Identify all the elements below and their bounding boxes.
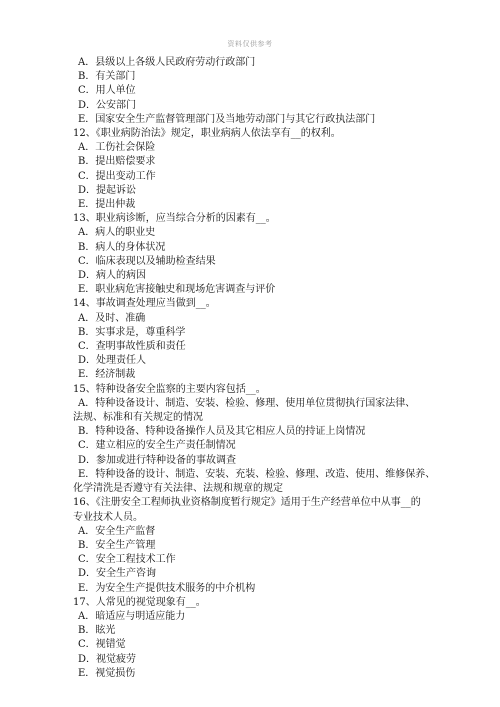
option-label: C． <box>78 341 96 353</box>
option-label: B． <box>78 426 96 438</box>
question-line <box>73 297 428 311</box>
option-text: 病人的身体状况 <box>95 241 166 253</box>
option-text: 视觉损伤 <box>95 667 136 679</box>
option-label: D． <box>78 568 97 580</box>
option-label: D． <box>78 355 97 367</box>
option-label: A． <box>78 312 96 324</box>
option-label: E． <box>78 667 96 679</box>
option-text: 安全生产管理 <box>95 539 156 551</box>
option-line <box>78 340 428 354</box>
question-text: 专业技术人员。 <box>73 511 143 523</box>
option-label: A． <box>78 57 96 68</box>
option-text: 提起诉讼 <box>96 184 137 196</box>
option-text: 国家安全生产监督管理部门及当地劳动部门与其它行政执法部门 <box>95 113 376 125</box>
option-text: 实事求是，尊重科学 <box>95 326 186 338</box>
option-label: A． <box>78 142 96 154</box>
question-line <box>73 212 428 226</box>
option-line <box>78 653 428 667</box>
option-text: 提出变动工作 <box>95 170 156 182</box>
option-label: B． <box>78 71 96 83</box>
option-line <box>78 170 428 184</box>
option-line <box>78 255 428 269</box>
option-line <box>78 553 428 567</box>
option-text: 为安全生产提供技术服务的中介机构 <box>95 582 256 594</box>
option-line <box>78 84 428 98</box>
question-list <box>73 56 436 681</box>
question-text: 14、事故调查处理应当做到__。 <box>73 298 216 310</box>
option-line <box>78 326 428 340</box>
option-label: E． <box>78 369 96 381</box>
option-text: 职业病危害接触史和现场危害调查与评价 <box>95 284 276 296</box>
question-line <box>73 596 428 610</box>
option-label: C． <box>78 170 96 182</box>
option-label: C． <box>78 440 96 452</box>
option-line <box>78 241 428 255</box>
option-text: 病人的职业史 <box>95 227 156 239</box>
option-text: 及时、准确 <box>95 312 146 324</box>
option-text: 建立相应的安全生产责任制情况 <box>95 440 236 452</box>
question-text: 17、人常见的视觉现象有__。 <box>73 596 206 608</box>
option-text: 经济制裁 <box>95 369 136 381</box>
option-label: D． <box>78 270 97 282</box>
option-text: 病人的病因 <box>96 270 147 282</box>
option-line <box>78 468 436 482</box>
option-label: C． <box>78 85 96 97</box>
option-line <box>78 155 428 169</box>
question-line <box>73 496 428 510</box>
question-text: 12、《职业病防治法》规定，职业病病人依法享有__的权利。 <box>73 128 341 140</box>
option-label: A． <box>78 610 96 622</box>
option-line <box>78 425 428 439</box>
question-line <box>73 127 428 141</box>
option-label: E． <box>78 113 96 125</box>
option-text: 临床表现以及辅助检查结果 <box>95 255 216 267</box>
question-line <box>73 411 428 425</box>
option-text: 暗适应与明适应能力 <box>95 610 186 622</box>
option-label: A． <box>78 525 96 537</box>
option-label: B． <box>78 539 96 551</box>
option-text: 眩光 <box>95 625 116 637</box>
option-text: 安全生产咨询 <box>96 568 157 580</box>
option-label: E． <box>78 284 96 296</box>
page-header: 资料仅供参考 <box>227 40 273 48</box>
option-line <box>78 454 428 468</box>
option-label: B． <box>78 326 96 338</box>
option-text: 工伤社会保险 <box>95 142 156 154</box>
option-line <box>78 582 428 596</box>
option-line <box>78 99 428 113</box>
option-text: 特种设备的设计、制造、安装、充装、检验、修理、改造、使用、维修保养、 <box>95 468 436 480</box>
option-label: D． <box>78 653 97 665</box>
option-text: 安全工程技术工作 <box>95 554 176 566</box>
option-label: D． <box>78 184 97 196</box>
option-label: C． <box>78 639 96 651</box>
option-label: D． <box>78 99 97 111</box>
option-line <box>78 354 428 368</box>
option-text: 视觉疲劳 <box>96 653 137 665</box>
option-label: A． <box>78 397 96 409</box>
option-line <box>78 439 428 453</box>
option-label: C． <box>78 255 96 267</box>
question-line <box>73 511 428 525</box>
option-line <box>78 56 428 70</box>
option-line <box>78 624 428 638</box>
option-label: E． <box>78 199 96 211</box>
option-label: B． <box>78 156 96 168</box>
question-line <box>73 482 428 496</box>
option-line <box>78 312 428 326</box>
option-line <box>78 610 428 624</box>
option-label: D． <box>78 454 97 466</box>
option-text: 查明事故性质和责任 <box>95 341 186 353</box>
option-text: 处理责任人 <box>96 355 147 367</box>
option-text: 县级以上各级人民政府劳动行政部门 <box>95 57 256 68</box>
question-text: 化学清洗是否遵守有关法律、法规和规章的规定 <box>73 483 283 495</box>
option-line <box>78 141 428 155</box>
option-line <box>78 667 428 681</box>
option-text: 公安部门 <box>96 99 137 111</box>
question-text: 16、《注册安全工程师执业资格制度暂行规定》适用于生产经营单位中从事__的 <box>73 497 421 509</box>
option-text: 提出赔偿要求 <box>95 156 156 168</box>
option-text: 特种设备、特种设备操作人员及其它相应人员的持证上岗情况 <box>95 426 366 438</box>
option-line <box>78 269 428 283</box>
option-label: E． <box>78 468 96 480</box>
option-line <box>78 283 428 297</box>
option-text: 特种设备设计、制造、安装、检验、修理、使用单位贯彻执行国家法律、 <box>95 397 416 409</box>
option-line <box>78 226 428 240</box>
question-text: 13、职业病诊断，应当综合分析的因素有__。 <box>73 213 276 225</box>
option-label: B． <box>78 625 96 637</box>
option-line <box>78 368 428 382</box>
option-label: C． <box>78 554 96 566</box>
option-line <box>78 525 428 539</box>
option-text: 提出仲裁 <box>95 199 136 211</box>
option-text: 参加或进行特种设备的事故调查 <box>96 454 237 466</box>
option-text: 安全生产监督 <box>95 525 156 537</box>
option-line <box>78 113 428 127</box>
option-line <box>78 198 428 212</box>
option-text: 视错觉 <box>95 639 126 651</box>
option-label: B． <box>78 241 96 253</box>
option-line <box>78 539 428 553</box>
option-label: E． <box>78 582 96 594</box>
option-text: 有关部门 <box>95 71 136 83</box>
question-line <box>73 383 428 397</box>
option-line <box>78 397 428 411</box>
question-text: 15、特种设备安全监察的主要内容包括__。 <box>73 383 266 395</box>
question-text: 法规、标准和有关规定的情况 <box>73 412 203 424</box>
option-text: 用人单位 <box>95 85 136 97</box>
option-line <box>78 638 428 652</box>
option-label: A． <box>78 227 96 239</box>
option-line <box>78 567 428 581</box>
option-line <box>78 70 428 84</box>
option-line <box>78 184 428 198</box>
